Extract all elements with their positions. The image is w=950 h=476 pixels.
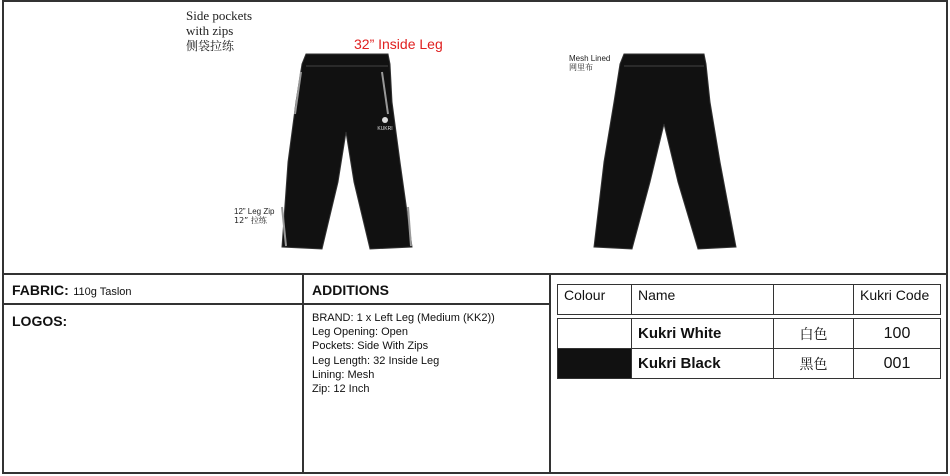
additions-line-zip: Zip: 12 Inch xyxy=(312,383,370,396)
colours-column xyxy=(551,275,946,474)
additions-line-brand: BRAND: 1 x Left Leg (Medium (KK2)) xyxy=(312,312,495,324)
front-logo-text: KUKRI xyxy=(377,126,393,132)
mesh-lined-label: Mesh Lined xyxy=(569,54,611,63)
side-pockets-label-2: with zips xyxy=(186,23,234,38)
leg-zip-label-cn: 12” 拉练 xyxy=(234,216,267,225)
fabric-value: 110g Taslon xyxy=(73,286,132,298)
garment-illustrations xyxy=(4,2,946,275)
additions-list xyxy=(304,305,549,402)
table-row xyxy=(558,349,941,379)
header-colour: Colour xyxy=(558,285,632,315)
back-pants-drawing xyxy=(594,54,736,249)
spec-panel xyxy=(4,275,946,474)
colour-name-cn: 黑色 xyxy=(774,349,854,379)
colour-swatch-black xyxy=(558,349,632,379)
colours-table-header xyxy=(558,285,941,315)
header-name: Name xyxy=(632,285,774,315)
header-chinese xyxy=(774,285,854,315)
additions-line-leg-opening: Leg Opening: Open xyxy=(312,326,409,339)
additions-label: ADDITIONS xyxy=(312,282,389,298)
artwork-panel xyxy=(4,2,946,275)
front-pants-drawing xyxy=(282,54,412,249)
table-row xyxy=(558,319,941,349)
leg-zip-label: 12” Leg Zip xyxy=(234,207,275,216)
inside-leg-label: 32” Inside Leg xyxy=(354,36,443,52)
colour-name: Kukri White xyxy=(632,319,774,349)
colour-name-cn: 白色 xyxy=(774,319,854,349)
additions-line-lining: Lining: Mesh xyxy=(312,368,375,381)
colour-name: Kukri Black xyxy=(632,349,774,379)
fabric-label: FABRIC: xyxy=(12,282,69,298)
colour-code: 001 xyxy=(854,349,941,379)
additions-column xyxy=(304,275,551,474)
fabric-row xyxy=(4,275,302,305)
fabric-logos-column xyxy=(4,275,304,474)
header-kukri-code: Kukri Code xyxy=(854,285,941,315)
additions-line-leg-length: Leg Length: 32 Inside Leg xyxy=(312,354,440,367)
additions-header xyxy=(304,275,549,305)
spec-sheet xyxy=(2,0,948,474)
colours-table xyxy=(557,284,941,379)
colour-code: 100 xyxy=(854,319,941,349)
colour-swatch-white xyxy=(558,319,632,349)
logos-label: LOGOS: xyxy=(12,313,68,329)
side-pockets-label-cn: 侧袋拉练 xyxy=(186,39,235,53)
additions-line-pockets: Pockets: Side With Zips xyxy=(312,340,429,353)
mesh-lined-label-cn: 网里布 xyxy=(569,63,593,72)
logos-section xyxy=(4,305,302,339)
side-pockets-label: Side pockets xyxy=(186,8,253,23)
